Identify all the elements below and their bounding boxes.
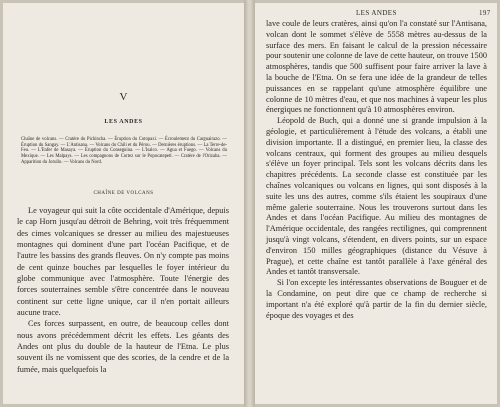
section-heading: CHAÎNE DE VOLCANS [93,191,154,196]
paragraph: Ces forces surpassent, en outre, de beaucoup celles dont nous avons précédemment décrit les effets. Les géants des Andes ont plus du double de la hauteur de l'Etna. Le plus souvent ils ne vomissent que des scories, de la cendre et de la fumée, mais quelquefois la [17,319,229,374]
running-head: LES ANDES [356,9,397,17]
paragraph: lave coule de leurs cratères, ainsi qu'on l'a constaté sur l'Antisana, volcan dont le sommet s'élève de 5558 mètres au-dessus de la surface des mers. En faisant le calcul de la pression nécessaire pour soutenir une colonne de lave de cette hauteur, on trouve 1500 atmosphères, tandis que 500 suffisent pour faire arriver la lave à la bouche de l'Etna. On se fera une idée de la grandeur de telles puissances en se rappelant qu'une atmosphère équilibre une colonne de 10 mètres d'eau, et que nos machines à vapeur les plus énergiques ne fonctionnent qu'à 10 atmosphères environ. [266,19,487,115]
right-page [255,3,497,404]
left-page [3,3,244,404]
paragraph: Le voyageur qui suit la côte occidentale d'Amérique, depuis le cap Horn jusqu'au détroit de Behring, voit très fréquemment des cimes volcaniques se dresser au milieu des majestueuses montagnes qui dominent d'une part l'océan Pacifique, et de l'autre les bassins des grands fleuves. On n'y compte pas moins de cent quinze bouches par lesquelles le foyer intérieur du globe communique avec l'atmosphère. Toute l'énergie des forces souterraines semble s'être concentrée dans le nouveau continent sur cette ligne unique, car il n'en portait ailleurs aucune trace. [17,206,229,318]
chapter-summary: Chaîne de volcans. — Cratère du Pichincha. — Éruption du Cotopaxi. — Écroulement du Carguairazo. — Éruption du Sangay. — L'Antisana. — Volcans du Chili et du Pérou. — Dernières éruptions. — La Terre-de-Feu. — L'Enfer de Masaya. — Éruption du Conseguina. — L'Isalco. — Agua et Fuego. — Volcans du Mexique. — Les Malpays. — Les compagnons de Cortez sur le Popocatepetl. — Cratère de l'Orizaba. — Apparition du Jorullo. — Volcans du Nord. [21,137,227,165]
book-gutter [244,0,255,407]
paragraph: Léopold de Buch, qui a donné une si grande impulsion à la géologie, et particulièrement à l'étude des volcans, a établi une division importante. Il a distingué, en premier lieu, la classe des volcans centraux, qui forment des groupes au milieu desquels s'élève un foyer principal. Tels sont les volcans décrits dans les chapitres précédents. La seconde classe est constituée par les chaînes volcaniques ou volcans en lignes, qui sont disposés à la suite les uns des autres, comme s'ils étaient les soupiraux d'une même galerie souterraine. Nous les trouverons surtout dans les Andes et dans l'océan Pacifique. Au milieu des montagnes de l'Amérique occidentale, des rangées rectilignes, qui comprennent jusqu'à vingt volcans, s'étendent, en divers points, sur un espace d'environ 150 milles géographiques (distance du Vésuve à Prague), et cette chaîne est tantôt parallèle à l'axe général des Andes et tantôt transversale. [266,116,487,277]
chapter-title: LES ANDES [104,119,143,125]
left-body-text [17,205,229,375]
right-body-text [266,19,487,321]
page-number: 197 [479,9,491,17]
paragraph: Si l'on excepte les intéressantes observations de Bouguer et de la Condamine, on peut dire que ce champ de recherche si important n'a été exploré qu'à partir de la fin du dernier siècle, époque des voyages et des [266,278,487,320]
chapter-number: V [119,91,128,103]
